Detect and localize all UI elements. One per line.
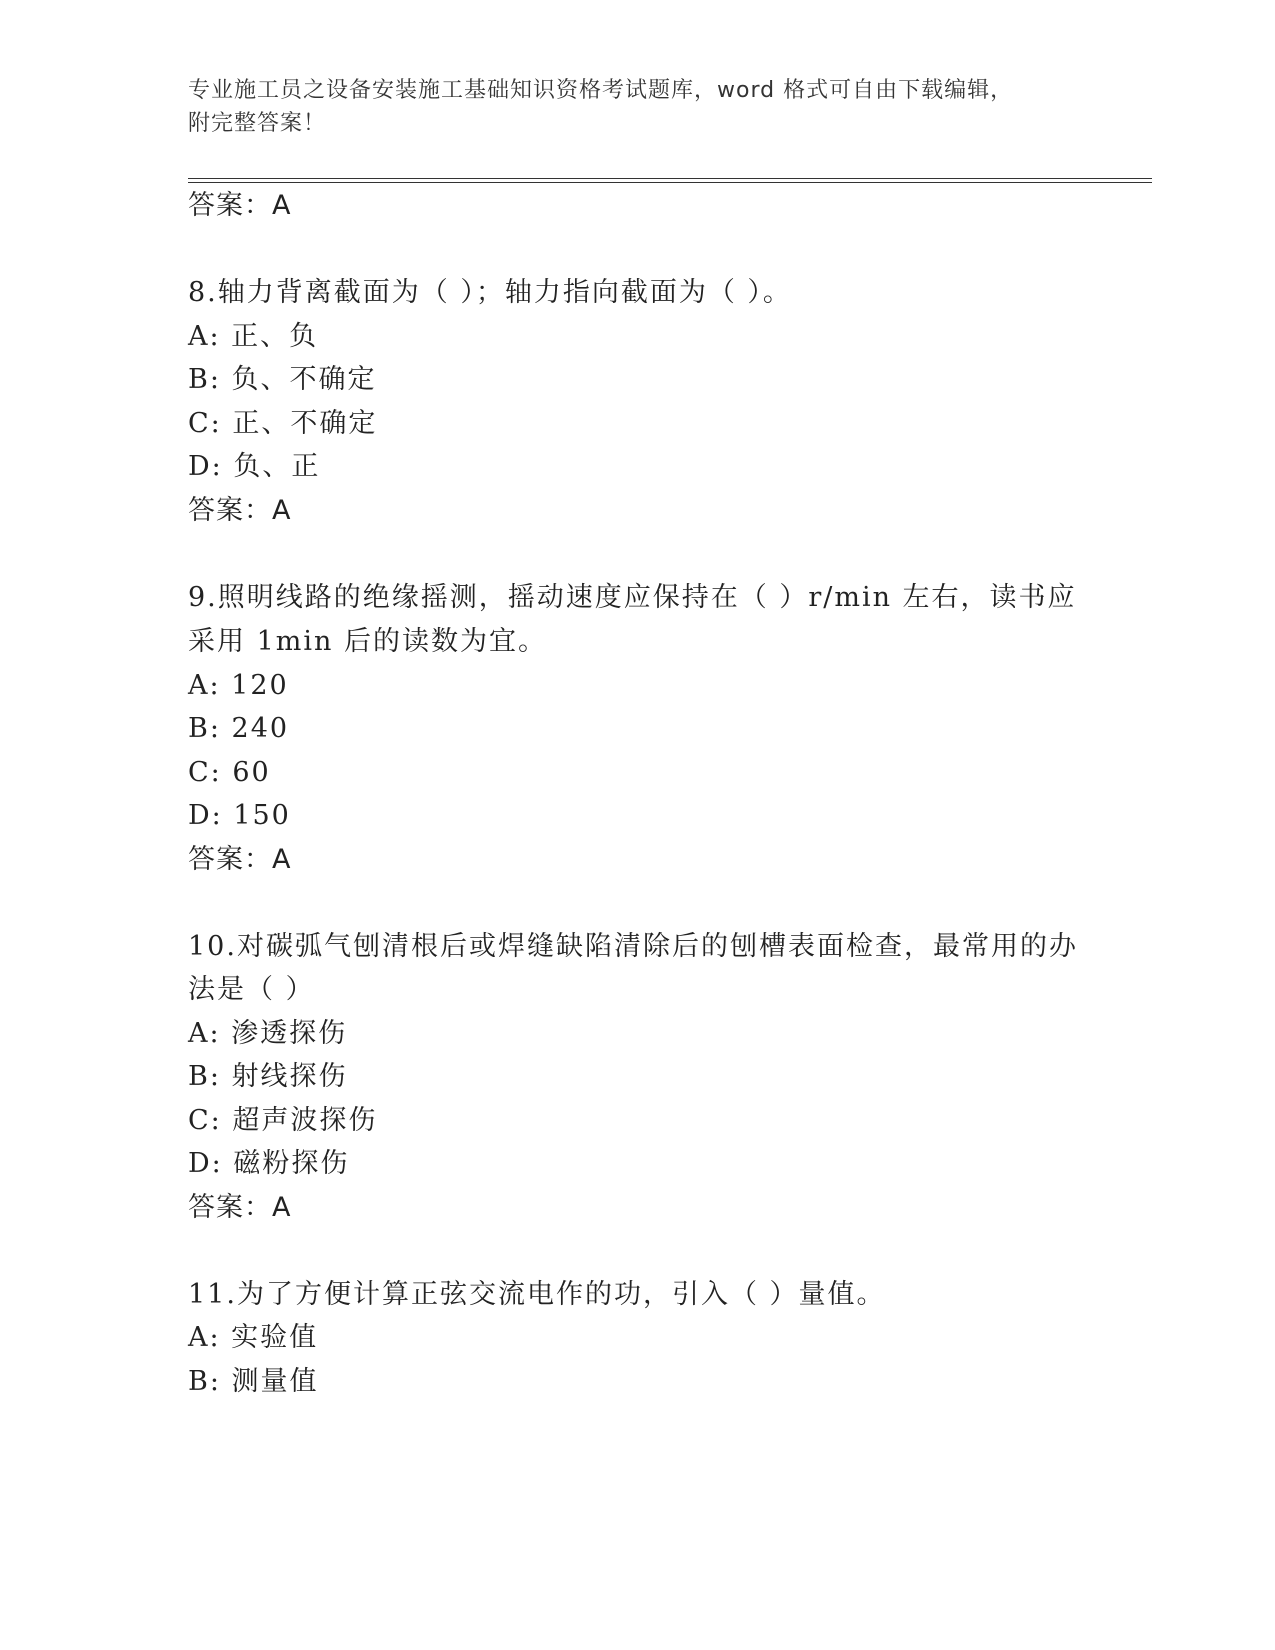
question-10-option-c: C: 超声波探伤 — [188, 1105, 378, 1136]
question-10-stem-line-2: 法是（ ） — [188, 974, 315, 1005]
question-8-option-c: C: 正、不确定 — [188, 408, 378, 439]
document-header — [188, 74, 1088, 140]
question-11-option-b: B: 测量值 — [188, 1366, 319, 1397]
question-9-option-a: A: 120 — [188, 670, 289, 701]
question-9-stem-line-1: 9.照明线路的绝缘摇测，摇动速度应保持在（ ）r/min 左右，读书应 — [188, 582, 1077, 613]
question-10-stem-line-1: 10.对碳弧气刨清根后或焊缝缺陷清除后的刨槽表面检查，最常用的办 — [188, 931, 1078, 962]
header-divider-top — [188, 178, 1152, 179]
header-line-1: 专业施工员之设备安装施工基础知识资格考试题库，word 格式可自由下载编辑， — [188, 78, 1014, 103]
question-9-stem-line-2: 采用 1min 后的读数为宜。 — [188, 626, 547, 657]
question-11-option-a: A: 实验值 — [188, 1322, 319, 1353]
answer-label: 答案：A — [188, 190, 292, 221]
question-8-option-a: A: 正、负 — [188, 321, 319, 352]
question-11-stem: 11.为了方便计算正弦交流电作的功，引入（ ）量值。 — [188, 1279, 886, 1310]
question-8-option-d: D: 负、正 — [188, 451, 321, 482]
question-8-answer: 答案：A — [188, 495, 292, 526]
header-line-2: 附完整答案！ — [188, 111, 327, 136]
question-8-stem: 8.轴力背离截面为（ ）；轴力指向截面为（ ）。 — [188, 277, 792, 308]
question-9-option-d: D: 150 — [188, 800, 291, 831]
question-9-answer: 答案：A — [188, 844, 292, 875]
question-10-option-d: D: 磁粉探伤 — [188, 1148, 350, 1179]
question-8-option-b: B: 负、不确定 — [188, 364, 377, 395]
question-9-option-b: B: 240 — [188, 713, 290, 744]
question-10-answer: 答案：A — [188, 1192, 292, 1223]
question-10-option-b: B: 射线探伤 — [188, 1061, 348, 1092]
question-9-option-c: C: 60 — [188, 757, 271, 788]
header-divider-bottom — [188, 182, 1152, 183]
question-10-option-a: A: 渗透探伤 — [188, 1018, 348, 1049]
